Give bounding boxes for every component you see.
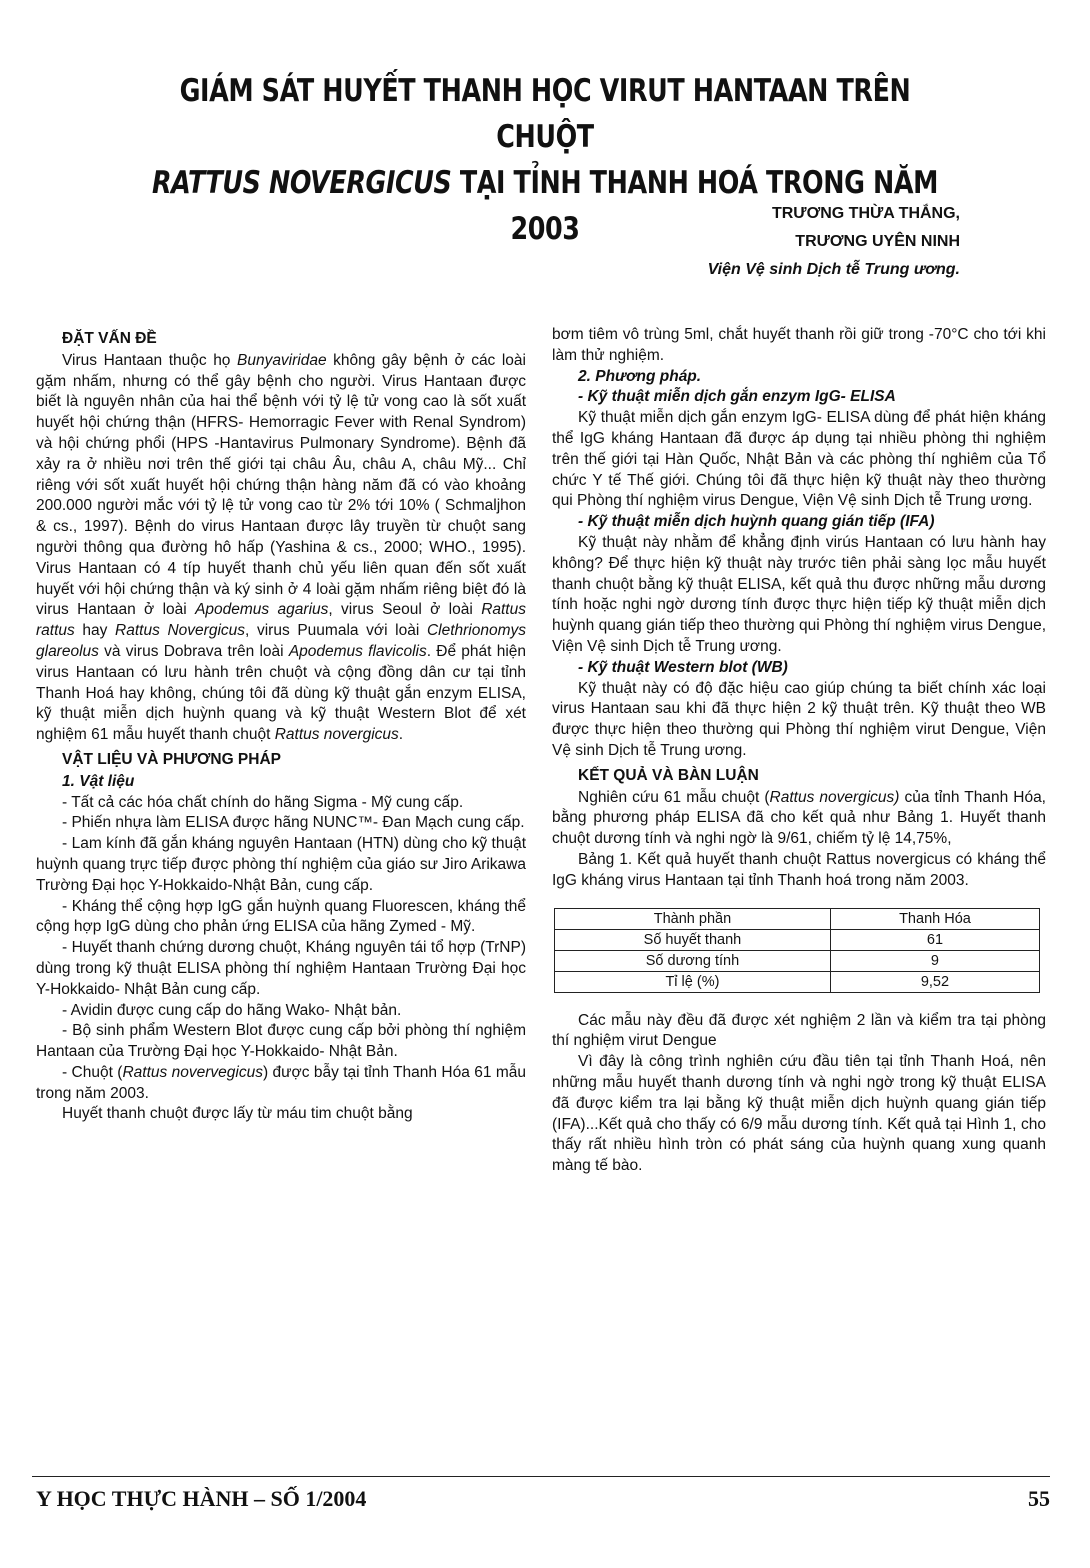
section-heading-intro: ĐẶT VẤN ĐỀ [62, 330, 157, 347]
intro-paragraph: Virus Hantaan thuộc họ Bunyaviridae không gây bệnh ở các loài gặm nhấm, nhưng có thể gây bệnh cho người. Virus Hantaan được biết là nguyên nhân của hai thể bệnh với tỷ lệ tử vong cao là sốt xuất huyết hội chứng thận (HFRS- Hemorragic Fever with Renal Syndrom) và hội chứng phổi (HPS -Hantavirus Pulmonary Syndrome). Bệnh đã xảy ra ở nhiều nơi trên thế giới tại châu Âu, châu A, châu Mỹ... Chỉ riêng với sốt xuất huyết hội chứng thận hàng năm đã có vào khoảng 200.000 người mắc với tỷ lệ tử vong cao từ 2% tới 10% ( Schmaljhon & cs., 1997). Bệnh do virus Hantaan được lây truyền từ chuột sang người thông qua đường hô hấp (Yashina & cs., 2000; WHO., 1995). Virus Hantaan có 4 típ huyết thanh chủ yếu liên quan đến sốt xuất huyết với hội chứng thận và ký sinh ở 4 loài gặm nhấm riêng biệt đó là virus Hantaan ở loài Apodemus agarius, virus Seoul ở loài Rattus rattus hay Rattus Novergicus, virus Puumala với loài Clethrionomys glareolus và virus Dobrava trên loài Apodemus flavicolis. Để phát hiện virus Hantaan có lưu hành trên chuột và cộng đồng dân cư tại tỉnh Thanh Hoá hay không, chúng tôi đã dùng kỹ thuật gắn enzym ELISA, kỹ thuật miễn dịch huỳnh quang và kỹ thuật Western Blot để xét nghiệm 61 mẫu huyết thanh chuột Rattus novergicus. [36, 351, 527, 744]
discussion-paragraph: Vì đây là công trình nghiên cứu đầu tiên tại tỉnh Thanh Hoá, nên những mẫu huyết thanh dương tính và nghi ngờ trong kỹ thuật ELISA đã được kiểm tra lại bằng kỹ thuật miễn dịch huỳnh quang gián tiếp (IFA)...Kết quả cho thấy có 6/9 mẫu dương tính. Kết quả tại Hình 1, cho thấy rất nhiều hình tròn có phát sáng của huỳnh quang xung quanh màng tế bào. [552, 1053, 1046, 1175]
table-header-cell: Thanh Hóa [830, 908, 1039, 929]
material-item: - Avidin được cung cấp do hãng Wako- Nhật bản. [62, 1001, 402, 1019]
table-row [555, 971, 1040, 992]
author-block [600, 200, 960, 284]
material-item: - Kháng thể cộng hợp IgG gắn huỳnh quang Fluorescen, kháng thể cộng hợp IgG dùng cho phản ứng ELISA của hãng Zymed - Mỹ. [36, 897, 526, 936]
title-species: RATTUS NOVERGICUS [151, 165, 452, 201]
table-row [555, 950, 1040, 971]
title-line-1: GIÁM SÁT HUYẾT THANH HỌC VIRUT HANTAAN TRÊN CHUỘT [179, 73, 911, 155]
page-number: 55 [1028, 1486, 1050, 1511]
table-cell: Số dương tính [555, 950, 831, 971]
material-item: Huyết thanh chuột được lấy từ máu tim chuột bằng [62, 1105, 413, 1123]
subheading-western-blot: - Kỹ thuật Western blot (WB) [578, 658, 788, 676]
table-row [555, 929, 1040, 950]
table-caption: Bảng 1. Kết quả huyết thanh chuột Rattus novergicus có kháng thể IgG kháng virus Hantaan tại tỉnh Thanh hoá trong năm 2003. [552, 850, 1046, 889]
subheading-ifa: - Kỹ thuật miễn dịch huỳnh quang gián tiếp (IFA) [578, 513, 935, 531]
subheading-methods: 2. Phương pháp. [578, 367, 702, 385]
material-item: - Bộ sinh phẩm Western Blot được cung cấp bởi phòng thí nghiệm Hantaan của Trường Đại học Y-Hokkaido- Nhật Bản. [36, 1022, 526, 1061]
subheading-elisa: - Kỹ thuật miễn dịch gắn enzym IgG- ELISA [578, 388, 896, 406]
section-heading-methods: VẬT LIỆU VÀ PHƯƠNG PHÁP [62, 750, 281, 768]
results-table [554, 908, 1040, 993]
material-item: - Chuột (Rattus novervegicus) được bẫy tại tỉnh Thanh Hóa 61 mẫu trong năm 2003. [36, 1063, 526, 1102]
material-item: - Lam kính đã gắn kháng nguyên Hantaan (HTN) dùng cho kỹ thuật huỳnh quang trực tiếp được phòng thí nghiệm của giáo sư Jiro Arikawa Trường Đại học Y-Hokkaido-Nhật Bản, cung cấp. [36, 835, 526, 894]
right-column [552, 325, 1046, 1177]
paragraph-continuation: bơm tiêm vô trùng 5ml, chắt huyết thanh rồi giữ trong -70°C cho tới khi làm thử nghiệm. [552, 326, 1046, 364]
material-item: - Tất cả các hóa chất chính do hãng Sigma - Mỹ cung cấp. [62, 793, 464, 811]
subheading-materials: 1. Vật liệu [62, 772, 135, 790]
material-item: - Huyết thanh chứng dương chuột, Kháng nguyên tái tổ hợp (TrNP) dùng trong kỹ thuật ELISA phòng thí nghiệm Hantaan Trường Đại học Y-Hokkaido- Nhật Bản cung cấp. [36, 939, 526, 998]
author-1: TRƯƠNG THỪA THẮNG, [771, 205, 960, 222]
discussion-paragraph: Các mẫu này đều đã được xét nghiệm 2 lần và kiểm tra tại phòng thí nghiệm virut Dengue [552, 1011, 1046, 1050]
elisa-paragraph: Kỹ thuật miễn dịch gắn enzym IgG- ELISA dùng để phát hiện kháng thể IgG kháng Hantaan đã được áp dụng tại nhiều phòng thi nghiệm trên thế giới tại Hàn Quốc, Nhật Bản và các phòng thí nghiêm của Tổ chức Y tế Thế giới. Chúng tôi đã thực hiện kỹ thuật này theo thường qui Phòng thí nghiệm virus Dengue, Viện Vệ sinh Dịch tễ Trung ương. [552, 409, 1046, 510]
table-cell: Số huyết thanh [555, 929, 831, 950]
material-item: - Phiến nhựa làm ELISA được hãng NUNC™- Đan Mạch cung cấp. [62, 814, 525, 832]
table-cell: Tỉ lệ (%) [555, 971, 831, 992]
author-institution: Viện Vệ sinh Dịch tễ Trung ương. [707, 261, 960, 278]
author-2: TRƯƠNG UYÊN NINH [795, 233, 960, 250]
ifa-paragraph: Kỹ thuật này nhằm để khẳng định virús Hantaan có lưu hành hay không? Để thực hiện kỹ thuật này trước tiên phải sàng lọc mẫu huyết thanh chuột bằng kỹ thuật ELISA, kết quả thu được những mẫu dương tính hoặc nghi ngờ dương tính được thực hiện tiếp kỹ thuật miễn dịch huỳnh quang gián tiếp theo thường qui Phòng thí nghiệm virus Dengue, Viện Vệ sinh Dịch tễ Trung ương. [552, 533, 1046, 655]
table-cell: 61 [830, 929, 1039, 950]
table-header-cell: Thành phần [555, 908, 831, 929]
western-blot-paragraph: Kỹ thuật này có độ đặc hiệu cao giúp chúng ta biết chính xác loại virus Hantaan sau khi đã thực hiện 2 kỹ thuật trên. Kỹ thuật theo WB được thực hiện theo thường qui Phòng thí nghiệm virut Dengue, Viện Vệ sinh Dịch tễ Trung ương. [552, 679, 1046, 759]
title-line-2-rest: TẠI TỈNH THANH HOÁ TRONG NĂM 2003 [451, 165, 939, 247]
section-heading-results: KẾT QUẢ VÀ BÀN LUẬN [578, 766, 759, 784]
table-header-row [555, 908, 1040, 929]
results-paragraph: Nghiên cứu 61 mẫu chuột (Rattus novergicus) của tỉnh Thanh Hóa, bằng phương pháp ELISA đã cho kết quả như Bảng 1. Huyết thanh chuột dương tính và nghi ngờ là 9/61, chiếm tỷ lệ 14,75%, [552, 788, 1046, 848]
journal-name: Y HỌC THỰC HÀNH – SỐ 1/2004 [36, 1486, 367, 1511]
table-cell: 9 [830, 950, 1039, 971]
footer-rule [32, 1476, 1050, 1477]
left-column [36, 325, 526, 1125]
table-cell: 9,52 [830, 971, 1039, 992]
